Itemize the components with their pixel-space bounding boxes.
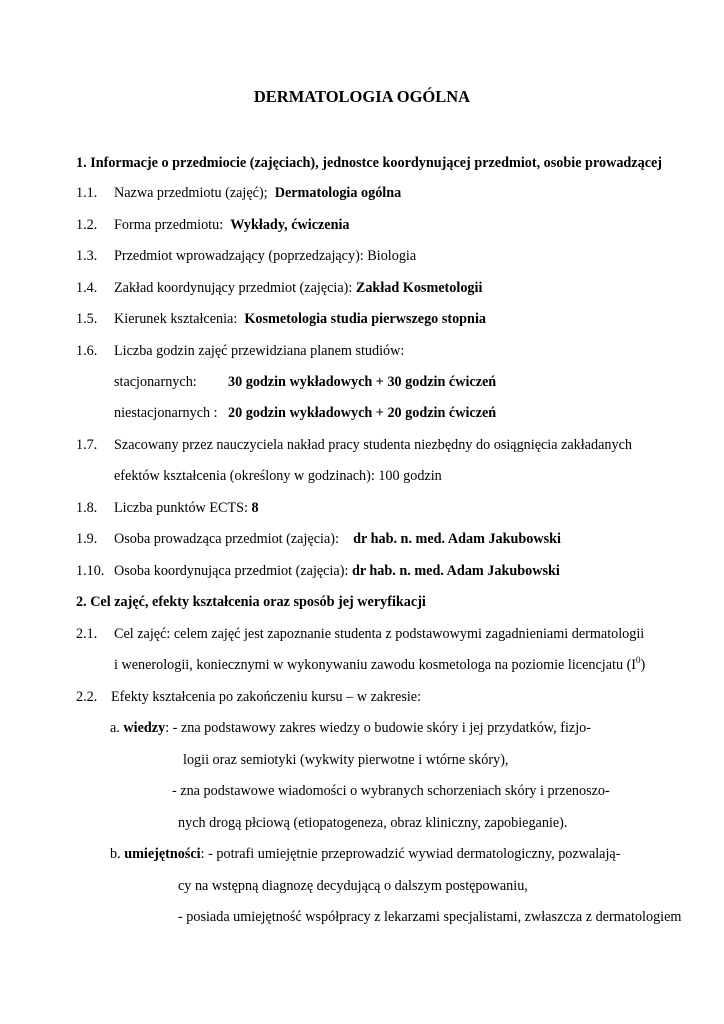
item-1-4: [76, 279, 482, 297]
item-number: 1.7.: [76, 437, 98, 453]
item-1-2: [76, 216, 350, 234]
item-value: Wykłady, ćwiczenia: [230, 217, 350, 233]
item-value: dr hab. n. med. Adam Jakubowski: [351, 563, 560, 579]
item-number: 1.9.: [76, 531, 98, 547]
section-1-heading: 1. Informacje o przedmiocie (zajęciach), jednostce koordynującej przedmiot, osobie prowadzącej: [76, 155, 663, 171]
item-label: Szacowany przez nauczyciela nakład pracy studenta niezbędny do osiągnięcia zakładanych: [114, 437, 632, 453]
goal-superscript: 0: [636, 655, 641, 665]
effects-skills: [110, 845, 620, 863]
section-2-heading: 2. Cel zajęć, efekty kształcenia oraz sposób jej weryfikacji: [76, 594, 426, 610]
knowledge-line-3: - zna podstawowe wiadomości o wybranych schorzeniach skóry i przenoszo-: [172, 783, 610, 799]
item-1-7-continuation: efektów kształcenia (określony w godzinach): 100 godzin: [114, 468, 442, 484]
hours-stationary: [114, 373, 496, 391]
item-1-10: [76, 562, 560, 580]
knowledge-prefix: a.: [110, 720, 120, 736]
item-number: 1.3.: [76, 248, 98, 264]
item-number: 1.4.: [76, 280, 98, 296]
item-1-7: [76, 436, 632, 454]
hours-stationary-value: 30 godzin wykładowych + 30 godzin ćwiczeń: [228, 374, 497, 390]
item-number: 1.5.: [76, 311, 98, 327]
item-1-8: [76, 499, 259, 517]
item-2-1: [76, 625, 644, 643]
item-2-2: [76, 688, 421, 706]
item-value: Dermatologia ogólna: [274, 185, 402, 201]
item-number: 1.6.: [76, 343, 98, 359]
skills-prefix: b.: [110, 846, 121, 862]
item-number: 1.1.: [76, 185, 98, 201]
knowledge-label: wiedzy: [123, 720, 166, 736]
knowledge-line-1: : - zna podstawowy zakres wiedzy o budowie skóry i jej przydatków, fizjo-: [165, 720, 591, 736]
item-number: 1.2.: [76, 217, 98, 233]
effects-knowledge: [110, 719, 591, 737]
skills-line-2: cy na wstępną diagnozę decydującą o dalszym postępowaniu,: [178, 878, 528, 894]
item-number: 2.1.: [76, 626, 98, 642]
knowledge-line-4: nych drogą płciową (etiopatogeneza, obraz kliniczny, zapobieganie).: [178, 815, 568, 831]
item-label: Osoba koordynująca przedmiot (zajęcia):: [114, 563, 349, 579]
goal-line-2: i wenerologii, koniecznymi w wykonywaniu zawodu kosmetologa na poziomie licencjatu (I: [114, 657, 637, 673]
goal-text: Cel zajęć: celem zajęć jest zapoznanie studenta z podstawowymi zagadnieniami dermatologii: [114, 626, 645, 642]
item-label: Liczba punktów ECTS:: [114, 500, 248, 516]
hours-extramural-value: 20 godzin wykładowych + 20 godzin ćwiczeń: [228, 405, 497, 421]
item-label: Zakład koordynujący przedmiot (zajęcia):: [114, 280, 353, 296]
hours-stationary-label: stacjonarnych:: [114, 374, 197, 390]
goal-end: ): [640, 657, 646, 673]
skills-line-1: : - potrafi umiejętnie przeprowadzić wywiad dermatologiczny, pozwalają-: [200, 846, 621, 862]
knowledge-line-2: logii oraz semiotyki (wykwity pierwotne i wtórne skóry),: [183, 752, 509, 768]
item-label: Forma przedmiotu:: [114, 217, 224, 233]
goal-continuation: [114, 656, 645, 674]
item-value: Zakład Kosmetologii: [355, 280, 483, 296]
item-value: Kosmetologia studia pierwszego stopnia: [244, 311, 486, 327]
item-1-6: [76, 342, 404, 360]
item-value: 8: [251, 500, 259, 516]
item-1-5: [76, 310, 486, 328]
page-title: DERMATOLOGIA OGÓLNA: [253, 87, 471, 106]
skills-label: umiejętności: [124, 846, 201, 862]
hours-extramural-label: niestacjonarnych :: [114, 405, 218, 421]
item-1-1: [76, 184, 401, 202]
item-label: Osoba prowadząca przedmiot (zajęcia):: [114, 531, 339, 547]
item-label: Kierunek kształcenia:: [114, 311, 238, 327]
effects-label: Efekty kształcenia po zakończeniu kursu – w zakresie:: [111, 689, 422, 705]
item-value: dr hab. n. med. Adam Jakubowski: [353, 531, 562, 547]
item-1-9: [76, 530, 561, 548]
item-number: 2.2.: [76, 689, 98, 705]
skills-line-3: - posiada umiejętność współpracy z lekarzami specjalistami, zwłaszcza z dermatologiem: [178, 909, 682, 925]
item-label: Nazwa przedmiotu (zajęć);: [114, 185, 268, 201]
item-number: 1.8.: [76, 500, 98, 516]
item-label: Przedmiot wprowadzający (poprzedzający): Biologia: [114, 248, 417, 264]
hours-extramural: [114, 404, 496, 422]
item-1-3: [76, 247, 416, 265]
item-label: Liczba godzin zajęć przewidziana planem studiów:: [114, 343, 405, 359]
item-number: 1.10.: [76, 563, 105, 579]
